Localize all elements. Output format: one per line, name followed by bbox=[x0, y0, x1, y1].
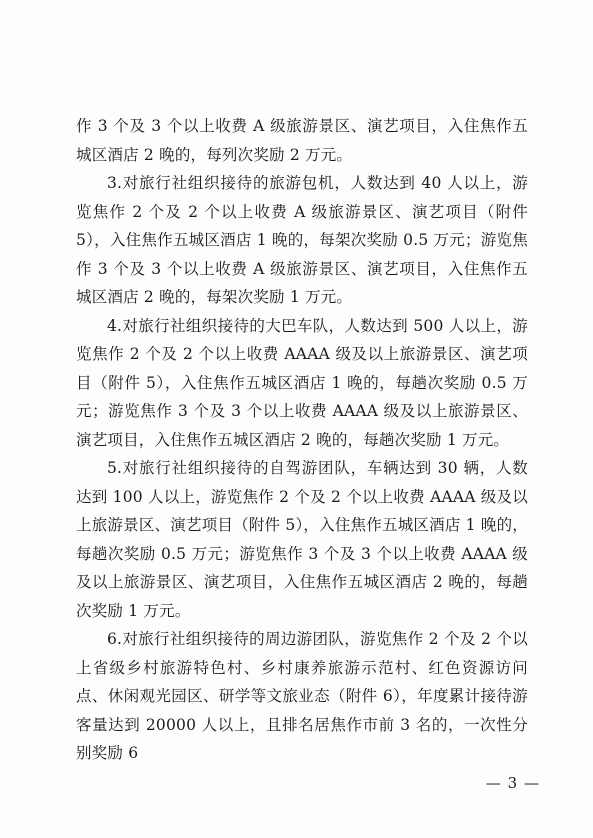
document-body bbox=[76, 112, 528, 768]
paragraph-continuation: 作 3 个及 3 个以上收费 A 级旅游景区、演艺项目，入住焦作五城区酒店 2 晚的，每列次奖励 2 万元。 bbox=[76, 117, 528, 164]
paragraph-item-6: 6.对旅行社组织接待的周边游团队，游览焦作 2 个及 2 个以上省级乡村旅游特色村、乡村康养旅游示范村、红色资源访问点、休闲观光园区、研学等文旅业态（附件 6），年度累计接待游客量达到 20000 人以上，且排名居焦作市前 3 名的，一次性分别奖励 6 bbox=[76, 630, 528, 762]
paragraph-item-4: 4.对旅行社组织接待的大巴车队，人数达到 500 人以上，游览焦作 2 个及 2 个以上收费 AAAA 级及以上旅游景区、演艺项目（附件 5），入住焦作五城区酒店 1 晚的，每趟次奖励 0.5 万元；游览焦作 3 个及 3 个以上收费 AAAA 级及以上旅游景区、演艺项目，入住焦作五城区酒店 2 晚的，每趟次奖励 1 万元。 bbox=[76, 316, 528, 449]
paragraph-item-3: 3.对旅行社组织接待的旅游包机，人数达到 40 人以上，游览焦作 2 个及 2 个以上收费 A 级旅游景区、演艺项目（附件 5），入住焦作五城区酒店 1 晚的，每架次奖励 0.5 万元；游览焦作 3 个及 3 个以上收费 A 级旅游景区、演艺项目，入住焦作五城区酒店 2 晚的，每架次奖励 1 万元。 bbox=[76, 174, 528, 306]
page-number: — 3 — bbox=[485, 774, 540, 792]
paragraph-item-5: 5.对旅行社组织接待的自驾游团队，车辆达到 30 辆，人数达到 100 人以上，游览焦作 2 个及 2 个以上收费 AAAA 级及以上旅游景区、演艺项目（附件 5），入住焦作五城区酒店 1 晚的，每趟次奖励 0.5 万元；游览焦作 3 个及 3 个以上收费 AAAA 级及以上旅游景区、演艺项目，入住焦作五城区酒店 2 晚的，每趟次奖励 1 万元。 bbox=[76, 459, 528, 620]
